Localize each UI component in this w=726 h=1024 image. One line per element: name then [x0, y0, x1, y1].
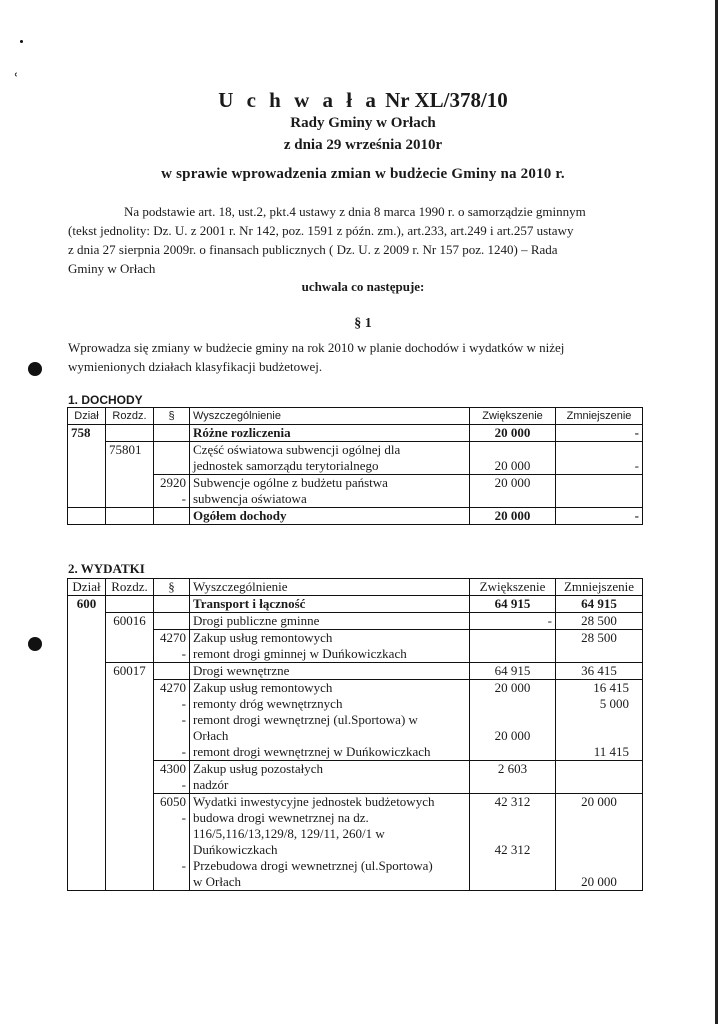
cell-desc	[190, 442, 470, 475]
desc-line: subwencja oświatowa	[193, 491, 307, 506]
cell-desc	[190, 680, 470, 761]
cell-decrease	[556, 680, 643, 761]
desc-line: Duńkowiczkach	[193, 842, 278, 857]
expenses-heading: 2. WYDATKI	[68, 561, 145, 576]
cell-increase: -	[470, 613, 556, 630]
cell-desc: Drogi publiczne gminne	[190, 613, 470, 630]
income-table	[67, 407, 643, 525]
resolution-title	[0, 88, 726, 113]
punch-hole-1	[28, 362, 42, 376]
cell-increase: 64 915	[470, 596, 556, 613]
value-line: -	[181, 810, 186, 825]
table-total-row	[68, 508, 643, 525]
preamble-line: (tekst jednolity: Dz. U. z 2001 r. Nr 142, poz. 1591 z późn. zm.), art.233, art.249 i art.257 ustawy	[68, 223, 574, 238]
cell-rozdz: 60016	[106, 613, 154, 630]
cell-decrease	[556, 761, 643, 794]
value-line: 20 000	[494, 475, 531, 490]
desc-line: remont drogi gminnej w Duńkowiczkach	[193, 646, 407, 661]
income-heading: 1. DOCHODY	[68, 393, 143, 407]
cell-increase	[470, 794, 556, 891]
value-line: -	[181, 858, 186, 873]
table-row	[68, 761, 643, 794]
cell-decrease: 28 500	[556, 613, 643, 630]
resolves-clause: uchwala co następuje:	[301, 279, 425, 294]
value-line: 20 000	[581, 794, 617, 809]
table-row	[68, 680, 643, 761]
cell-paragraph	[154, 475, 190, 508]
value-line: -	[181, 777, 186, 792]
desc-line: nadzór	[193, 777, 229, 792]
table-row	[68, 475, 643, 508]
cell-paragraph	[154, 761, 190, 794]
desc-line: Zakup usług remontowych	[193, 630, 333, 645]
cell-increase: 64 915	[470, 663, 556, 680]
cell-paragraph	[154, 613, 190, 630]
value-line: 5 000	[599, 696, 629, 711]
value-line: -	[181, 491, 186, 506]
value-line: 6050	[160, 794, 186, 809]
cell-paragraph	[154, 508, 190, 525]
cell-dzial	[68, 475, 106, 508]
value-line: 11 415	[593, 744, 629, 759]
cell-increase: 20 000	[470, 425, 556, 442]
cell-dzial	[68, 680, 106, 761]
cell-rozdz	[106, 425, 154, 442]
table-row	[68, 794, 643, 891]
paragraph-line: Wprowadza się zmiany w budżecie gminy na rok 2010 w planie dochodów i wydatków w niżej	[68, 340, 565, 355]
value-line: -	[181, 646, 186, 661]
cell-rozdz	[106, 794, 154, 891]
cell-paragraph	[154, 425, 190, 442]
value-line: 42 312	[494, 842, 531, 857]
cell-desc	[190, 761, 470, 794]
table-row	[68, 442, 643, 475]
scan-speck	[20, 40, 23, 43]
desc-line: Przebudowa drogi wewnetrznej (ul.Sportowa)	[193, 858, 433, 873]
punch-hole-2	[28, 637, 42, 651]
value-line: 4270	[160, 680, 186, 695]
col-header-dzial: Dział	[68, 408, 106, 425]
value-line: -	[181, 712, 186, 727]
desc-line: jednostek samorządu terytorialnego	[193, 458, 379, 473]
desc-line: budowa drogi wewnetrznej na dz.	[193, 810, 369, 825]
value-line: 42 312	[494, 794, 531, 809]
cell-dzial	[68, 442, 106, 475]
value-line: -	[181, 744, 186, 759]
cell-dzial	[68, 663, 106, 680]
table-row	[68, 630, 643, 663]
expenses-table	[67, 578, 643, 891]
col-header-dzial: Dział	[68, 579, 106, 596]
col-header-rozdz: Rozdz.	[106, 579, 154, 596]
cell-decrease	[556, 630, 643, 663]
desc-line: 116/5,116/13,129/8, 129/11, 260/1 w	[193, 826, 385, 841]
cell-decrease	[556, 794, 643, 891]
cell-decrease: -	[556, 425, 643, 442]
desc-line: Zakup usług remontowych	[193, 680, 333, 695]
cell-dzial	[68, 630, 106, 663]
cell-dzial: 758	[68, 425, 106, 442]
cell-desc	[190, 475, 470, 508]
cell-desc: Ogółem dochody	[190, 508, 470, 525]
cell-desc	[190, 794, 470, 891]
cell-increase	[470, 442, 556, 475]
council-name: Rady Gminy w Orłach	[290, 115, 436, 131]
col-header-decrease: Zmniejszenie	[556, 408, 643, 425]
col-header-paragraph: §	[154, 579, 190, 596]
cell-paragraph	[154, 794, 190, 891]
cell-paragraph	[154, 596, 190, 613]
col-header-desc: Wyszczególnienie	[190, 579, 470, 596]
cell-dzial	[68, 508, 106, 525]
cell-dzial	[68, 761, 106, 794]
desc-line: Subwencje ogólne z budżetu państwa	[193, 475, 388, 490]
desc-line: remont drogi wewnętrznej w Duńkowiczkach	[193, 744, 431, 759]
desc-line: remont drogi wewnętrznej (ul.Sportowa) w	[193, 712, 418, 727]
title-number: Nr XL/378/10	[385, 88, 508, 112]
value-line: 20 000	[581, 874, 617, 889]
col-header-paragraph: §	[154, 408, 190, 425]
desc-line: w Orłach	[193, 874, 242, 889]
cell-rozdz	[106, 475, 154, 508]
cell-rozdz	[106, 761, 154, 794]
resolution-subject: w sprawie wprowadzenia zmian w budżecie Gminy na 2010 r.	[161, 166, 565, 182]
cell-rozdz: 75801	[106, 442, 154, 475]
col-header-increase: Zwiększenie	[470, 579, 556, 596]
desc-line: Orłach	[193, 728, 229, 743]
cell-desc	[190, 630, 470, 663]
value-line: 28 500	[581, 630, 617, 645]
cell-desc: Drogi wewnętrzne	[190, 663, 470, 680]
col-header-desc: Wyszczególnienie	[190, 408, 470, 425]
cell-increase: 20 000	[470, 508, 556, 525]
cell-paragraph	[154, 442, 190, 475]
cell-decrease: 64 915	[556, 596, 643, 613]
value-line: 4270	[160, 630, 186, 645]
cell-rozdz	[106, 680, 154, 761]
table-header-row	[68, 408, 643, 425]
cell-rozdz: 60017	[106, 663, 154, 680]
cell-decrease: -	[556, 508, 643, 525]
table-row	[68, 663, 643, 680]
cell-desc: Transport i łączność	[190, 596, 470, 613]
cell-desc: Różne rozliczenia	[190, 425, 470, 442]
table-row	[68, 596, 643, 613]
value-line: 2920	[160, 475, 186, 490]
value-line: 20 000	[494, 458, 531, 473]
cell-rozdz	[106, 508, 154, 525]
cell-increase	[470, 761, 556, 794]
value-line: 4300	[160, 761, 186, 776]
resolution-date: z dnia 29 września 2010r	[283, 137, 443, 153]
cell-rozdz	[106, 596, 154, 613]
col-header-rozdz: Rozdz.	[106, 408, 154, 425]
value-line: -	[634, 458, 639, 473]
value-line: -	[181, 696, 186, 711]
cell-decrease	[556, 442, 643, 475]
desc-line: Część oświatowa subwencji ogólnej dla	[193, 442, 401, 457]
cell-dzial	[68, 794, 106, 891]
cell-dzial: 600	[68, 596, 106, 613]
title-word: U c h w a ł a	[218, 88, 380, 112]
cell-increase	[470, 630, 556, 663]
cell-rozdz	[106, 630, 154, 663]
desc-line: remonty dróg wewnętrznych	[193, 696, 343, 711]
cell-increase	[470, 680, 556, 761]
scan-mark: ʿ	[14, 70, 19, 88]
cell-decrease	[556, 475, 643, 508]
col-header-increase: Zwiększenie	[470, 408, 556, 425]
cell-dzial	[68, 613, 106, 630]
preamble-line: Gminy w Orłach	[68, 261, 156, 276]
desc-line: Zakup usług pozostałych	[193, 761, 323, 776]
table-row	[68, 425, 643, 442]
value-line: 2 603	[497, 761, 528, 776]
value-line: 20 000	[494, 680, 531, 695]
cell-paragraph	[154, 663, 190, 680]
col-header-decrease: Zmniejszenie	[556, 579, 643, 596]
value-line: 20 000	[494, 728, 531, 743]
paragraph-label: § 1	[354, 316, 372, 331]
cell-paragraph	[154, 680, 190, 761]
paragraph-line: wymienionych działach klasyfikacji budżetowej.	[68, 359, 323, 374]
preamble-line: Na podstawie art. 18, ust.2, pkt.4 ustawy z dnia 8 marca 1990 r. o samorządzie gminnym	[124, 204, 586, 219]
cell-decrease: 36 415	[556, 663, 643, 680]
table-row	[68, 613, 643, 630]
value-line: 16 415	[593, 680, 629, 695]
preamble-line: z dnia 27 sierpnia 2009r. o finansach publicznych ( Dz. U. z 2009 r. Nr 157 poz. 1240) – Rada	[68, 242, 558, 257]
cell-paragraph	[154, 630, 190, 663]
table-header-row	[68, 579, 643, 596]
paragraph-text	[68, 338, 650, 376]
desc-line: Wydatki inwestycyjne jednostek budżetowych	[193, 794, 435, 809]
cell-increase	[470, 475, 556, 508]
preamble	[68, 202, 650, 278]
